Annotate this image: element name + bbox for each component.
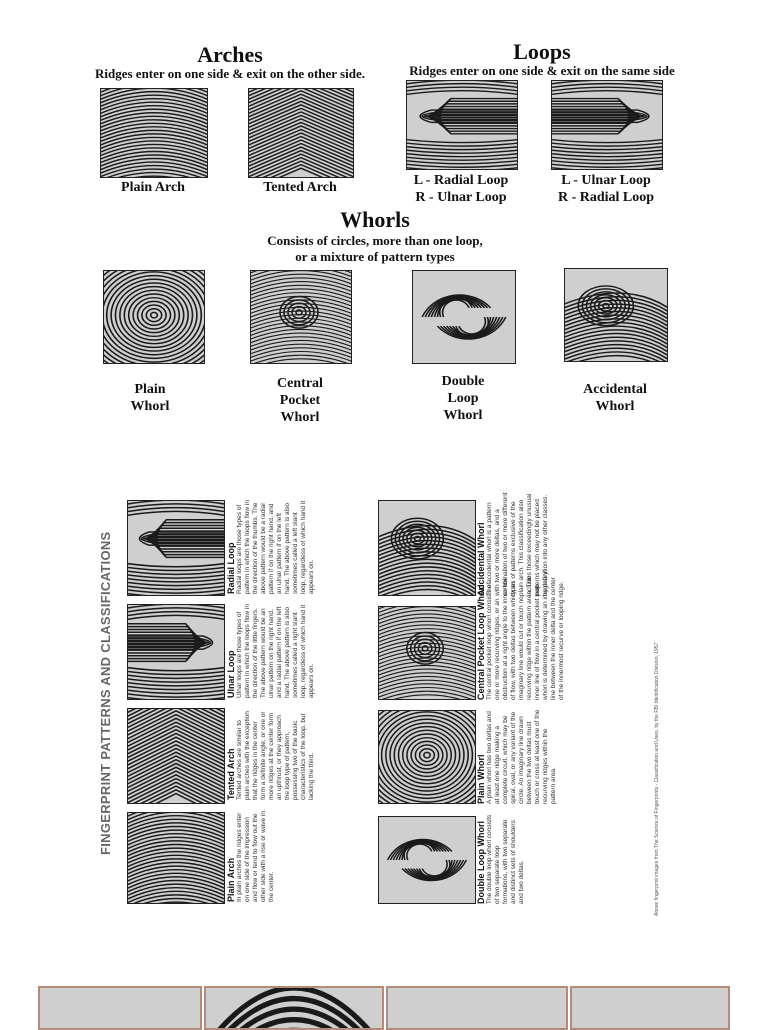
caption-line: Plain [134, 382, 166, 397]
subtitle-line: or a mixture of pattern types [295, 249, 455, 264]
strip-print-1 [38, 986, 202, 1030]
entry-title: Accidental Whorl [476, 522, 486, 596]
plain-whorl-print [103, 270, 205, 364]
chart-entry-ulnar-loop [226, 602, 316, 698]
entry-body: Radial loops are those types of pattern in which the loops flow in the direction of the thumbs. The above pattern would be a radial pattern if on the right hand, and an ulnar pattern if on the left hand. The above pattern is also sometimes called a left slant loop, regardless of which hand it appears on. [236, 500, 315, 594]
caption-line: Whorl [280, 410, 320, 425]
entry-title: Central Pocket Loop Whorl [476, 584, 486, 700]
entry-body: Tented arches are similar to plain arches with the exception that the ridges in the center form a definite angle, or one or more ridges at the center form an upthrust, or they approach the loop type of pattern, possessing two of the basic characteristics of the loop, but lacking the third. [236, 711, 315, 800]
central-pocket-whorl-caption [250, 375, 350, 426]
entry-body: A plain whorl has two deltas and at least one ridge making a complete circuit, which may be spiral, oval, or any variant of the circle. An imaginary line drawn between the two deltas must touch or cross at least one of the recurving ridges within the pattern area. [486, 709, 557, 804]
plain-whorl-caption [100, 381, 200, 415]
subtitle-line: Consists of circles, more than one loop, [267, 233, 483, 248]
entry-title: Plain Arch [226, 857, 236, 902]
chart-entry-accidental [476, 492, 550, 596]
loops-subtitle: Ridges enter on one side & exit on the same side [409, 63, 675, 78]
chart-entry-plain-arch [226, 810, 276, 902]
central-pocket-whorl-print [250, 270, 352, 364]
double-loop-whorl-print [412, 270, 516, 364]
caption-line: R - Radial Loop [557, 190, 655, 205]
caption-line: Whorl [443, 408, 483, 423]
caption-line: R - Ulnar Loop [415, 190, 507, 205]
whorls-title: Whorls [340, 207, 410, 232]
entry-title: Tented Arch [226, 748, 236, 800]
chart-entry-plain-whorl [476, 708, 558, 804]
arches-title: Arches [197, 42, 263, 67]
chart-tented-arch-print [127, 708, 225, 804]
entry-title: Plain Whorl [476, 754, 486, 804]
entry-title: Ulnar Loop [226, 650, 236, 698]
ulnar-loop-print [551, 80, 663, 170]
ulnar-loop-caption [541, 172, 671, 206]
chart-entry-tented-arch [226, 708, 316, 800]
chart-plain-whorl-print [378, 710, 476, 804]
entry-body: The central pocket loop whorl consists of one or more recurving ridges, or an obstruction at a right angle to the inner line of flow, with two deltas between which an imaginary line would cut or touch no recurving ridge within the pattern area. The inner line of flow in a central pocket loop whorl is determined by drawing an imaginary line between the inner delta and the center of the innermost recurve or looping ridge. [486, 571, 565, 700]
entry-body: In plain arches the ridges enter on one side of the impression and flow or tend to flow out the other side with a rise or wave in the center. [236, 810, 275, 902]
chart-entry-double-loop [476, 812, 526, 904]
tented-arch-print [248, 88, 354, 178]
chart-double-loop-print [378, 816, 476, 904]
chart-ulnar-loop-print [127, 604, 225, 700]
chart-central-pocket-print [378, 606, 476, 700]
accidental-whorl-print [564, 268, 668, 362]
entry-title: Radial Loop [226, 542, 236, 594]
chart-title: FINGERPRINT PATTERNS AND CLASSIFICATIONS [98, 531, 113, 855]
entry-body: The accidental whorl is a pattern with two or more deltas, and a combination of two or more different types of patterns exclusive of the plain arch. This classification also includes those exceedingly unusual patterns which may not be placed by definition into any other classes. [486, 492, 549, 596]
chart-entry-radial-loop [226, 498, 316, 594]
caption-line: Whorl [595, 399, 635, 414]
arches-subtitle: Ridges enter on one side & exit on the other side. [95, 66, 365, 81]
accidental-whorl-caption [560, 381, 670, 415]
entry-body: Ulnar loops are those types of pattern in which the loops flow in the direction of the little fingers. The above pattern would be an ulnar pattern on the right hand, and a radial pattern if on the left hand. The above pattern is also sometimes called a right slant loop, regardless of which hand it appears on. [236, 604, 315, 698]
loops-title: Loops [513, 39, 571, 64]
radial-loop-caption [396, 172, 526, 206]
chart-footnote: Above fingerprint images from The Science of Fingerprints - Classification and Uses, by the FBI Identification Division, 1957. [654, 641, 660, 916]
chart-radial-loop-print [127, 500, 225, 596]
strip-print-4 [570, 986, 730, 1030]
entry-body: The double loop whorl consists of two separate loop formations, with two separate and distinct sets of shoulders and two deltas. [486, 814, 525, 904]
plain-arch-caption: Plain Arch [121, 180, 185, 195]
entry-title: Double Loop Whorl [476, 821, 486, 904]
caption-line: Accidental [583, 382, 647, 397]
radial-loop-print [406, 80, 518, 170]
caption-line: Central [277, 376, 323, 391]
caption-line: L - Ulnar Loop [561, 173, 651, 188]
caption-line: Double [441, 374, 485, 389]
strip-print-2 [204, 986, 384, 1030]
strip-print-3 [386, 986, 568, 1030]
whorls-subtitle [220, 233, 530, 265]
tented-arch-caption: Tented Arch [263, 180, 337, 195]
caption-line: Loop [447, 391, 479, 406]
chart-plain-arch-print [127, 812, 225, 904]
caption-line: Whorl [130, 399, 170, 414]
chart-accidental-print [378, 500, 476, 596]
plain-arch-print [100, 88, 208, 178]
caption-line: Pocket [279, 393, 321, 408]
caption-line: L - Radial Loop [413, 173, 509, 188]
double-loop-whorl-caption [413, 373, 513, 424]
